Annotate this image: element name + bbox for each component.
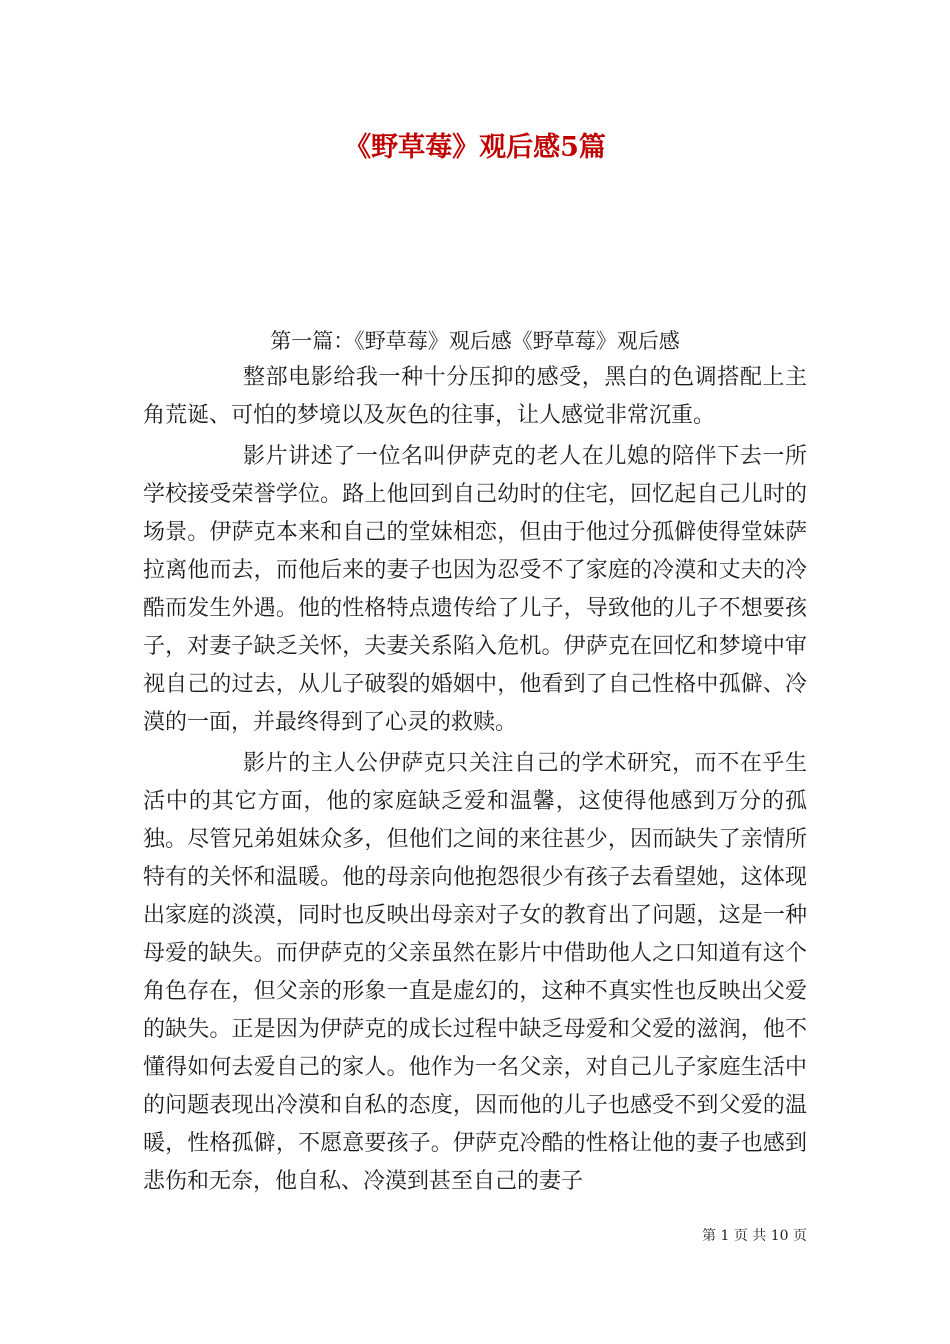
document-title: 《野草莓》观后感5篇 [344,132,606,163]
document-body [143,359,807,1204]
paragraph: 影片的主人公伊萨克只关注自己的学术研究，而不在乎生活中的其它方面，他的家庭缺乏爱和温馨，这使得他感到万分的孤独。尽管兄弟姐妹众多，但他们之间的来往甚少，因而缺失了亲情所特有的关怀和温暖。他的母亲向他抱怨很少有孩子去看望她，这体现出家庭的淡漠，同时也反映出母亲对子女的教育出了问题，这是一种母爱的缺失。而伊萨克的父亲虽然在影片中借助他人之口知道有这个角色存在，但父亲的形象一直是虚幻的，这种不真实性也反映出父爱的缺失。正是因为伊萨克的成长过程中缺乏母爱和父爱的滋润，他不懂得如何去爱自己的家人。他作为一名父亲，对自己儿子家庭生活中的问题表现出冷漠和自私的态度，因而他的儿子也感受不到父爱的温暖，性格孤僻，不愿意要孩子。伊萨克冷酷的性格让他的妻子也感到悲伤和无奈，他自私、冷漠到甚至自己的妻子 [143,751,807,1194]
paragraph: 影片讲述了一位名叫伊萨克的老人在儿媳的陪伴下去一所学校接受荣誉学位。路上他回到自己幼时的住宅，回忆起自己儿时的场景。伊萨克本来和自己的堂妹相恋，但由于他过分孤僻使得堂妹萨拉离他而去，而他后来的妻子也因为忍受不了家庭的冷漠和丈夫的冷酷而发生外遇。他的性格特点遗传给了儿子，导致他的儿子不想要孩子，对妻子缺乏关怀，夫妻关系陷入危机。伊萨克在回忆和梦境中审视自己的过去，从儿子破裂的婚姻中，他看到了自己性格中孤僻、冷漠的一面，并最终得到了心灵的救赎。 [143,444,807,735]
paragraph: 整部电影给我一种十分压抑的感受，黑白的色调搭配上主角荒诞、可怕的梦境以及灰色的往事，让人感觉非常沉重。 [143,365,807,428]
page-number: 第 1 页 共 10 页 [702,1228,807,1244]
section-heading: 第一篇：《野草莓》观后感《野草莓》观后感 [270,329,680,353]
